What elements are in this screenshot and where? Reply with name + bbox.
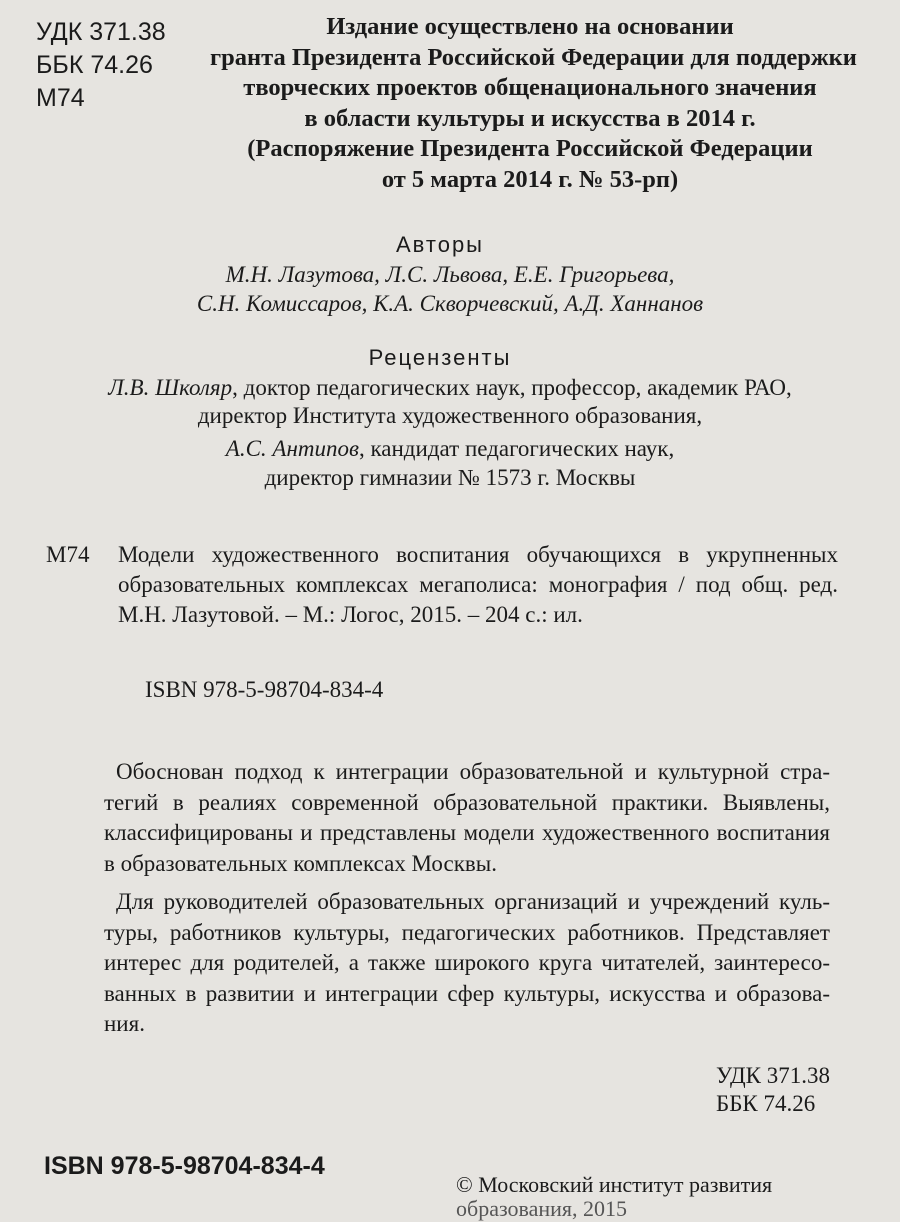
entry-line: Модели художественного воспитания обучающихся в укрупненных [118,542,838,567]
bbk-code: ББК 74.26 [716,1091,816,1116]
reviewer-2-name: А.С. Антипов [225,436,359,461]
annotation-line: ния. [104,1011,145,1036]
annotation-line: классифицированы и представлены модели художественного воспитания [104,820,830,845]
reviewer-2 [60,436,840,462]
grant-line: от 5 марта 2014 г. № 53-рп) [381,165,679,193]
classification-top [36,16,166,115]
annotation-line: тегий в реалиях современной образовательной практики. Выявлены, [104,789,830,815]
entry-line: образовательных комплексах мегаполиса: монография / под общ. ред. [118,572,838,597]
authors-line: М.Н. Лазутова, Л.С. Львова, Е.Е. Григорьева, [225,262,675,287]
annotation-line: в образовательных комплексах Москвы. [104,850,497,876]
reviewer-1 [60,375,840,401]
reviewer-2-position: директор гимназии № 1573 г. Москвы [264,465,636,490]
grant-line: гранта Президента Российской Федерации для поддержки [210,43,857,71]
authors-line: С.Н. Комиссаров, К.А. Скворчевский, А.Д. Ханнанов [196,291,704,316]
isbn: ISBN 978-5-98704-834-4 [145,677,384,702]
annotation-line: Для руководителей образовательных организаций и учреждений куль- [116,889,830,914]
isbn-footer: ISBN 978-5-98704-834-4 [44,1152,325,1180]
classification-bottom [716,1062,830,1118]
grant-line: творческих проектов общенационального значения [243,74,817,101]
reviewer-1-name: Л.В. Школяр [108,375,233,400]
author-mark: М74 [36,84,85,112]
authors-heading: Авторы [396,232,484,257]
reviewer-1-position: директор Института художественного образования, [197,403,703,428]
annotation-line: Обоснован подход к интеграции образовательной и культурной стра- [116,759,830,784]
reviewer-2-title: , кандидат педагогических наук, [358,436,675,461]
entry-author-mark: М74 [46,542,90,567]
grant-line: Издание осуществлено на основании [326,13,734,40]
annotation-line: интерес для родителей, а также широкого круга читателей, заинтересо- [104,950,830,975]
entry-line: М.Н. Лазутовой. – М.: Логос, 2015. – 204 с.: ил. [118,602,583,627]
annotation [104,757,830,1040]
copyright-notice: © Московский институт развития [456,1172,773,1197]
copyright-notice-continued: образования, 2015 [456,1196,628,1221]
reviewer-1-title: , доктор педагогических наук, профессор, академик РАО, [232,375,792,400]
grant-line: в области культуры и искусства в 2014 г. [304,104,756,132]
bbk-code: ББК 74.26 [36,51,153,79]
grant-line: (Распоряжение Президента Российской Федерации [247,135,813,162]
grant-notice [210,12,857,195]
udk-code: УДК 371.38 [716,1063,830,1088]
udk-code: УДК 371.38 [36,18,166,46]
annotation-line: туры, работников культуры, педагогических работников. Представляет [104,919,830,945]
annotation-line: ванных в развитии и интеграции сфер культуры, искусства и образова- [104,980,830,1006]
reviewers-heading: Рецензенты [368,345,512,370]
